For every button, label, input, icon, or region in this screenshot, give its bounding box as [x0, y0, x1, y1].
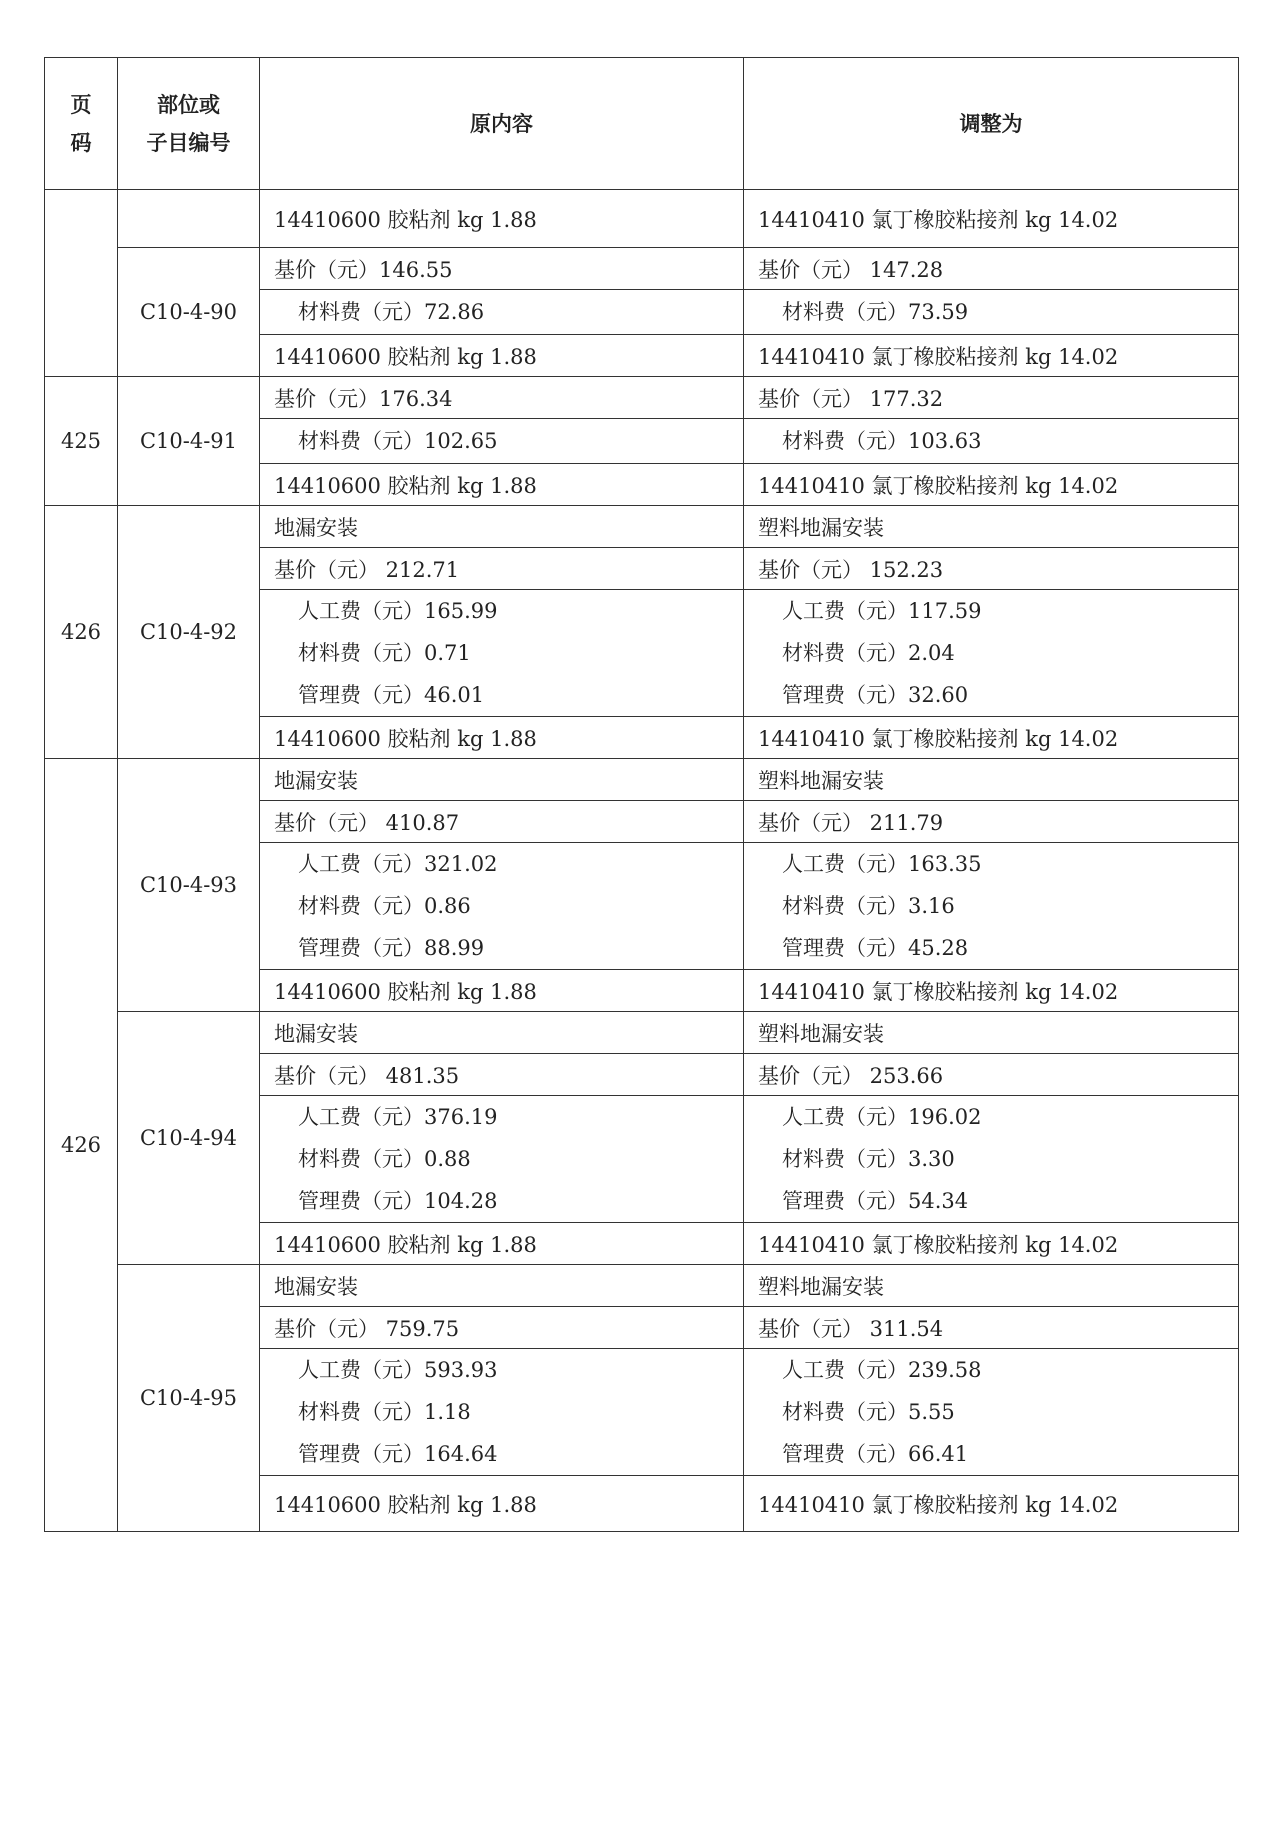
cost-line: 人工费（元）593.93 [298, 1358, 498, 1382]
adjusted-content-cell: 基价（元） 211.79 [744, 801, 1239, 843]
cost-line: 人工费（元）376.19 [298, 1105, 498, 1129]
cost-line: 人工费（元）165.99 [298, 599, 498, 623]
original-content-cell: 14410600 胶粘剂 kg 1.88 [260, 1476, 744, 1532]
cost-line: 人工费（元）239.58 [782, 1358, 982, 1382]
original-content-cell: 基价（元） 212.71 [260, 548, 744, 590]
original-content-cell: 14410600 胶粘剂 kg 1.88 [260, 335, 744, 377]
original-cost-breakdown-cell [260, 1349, 744, 1476]
header-part-line2: 子目编号 [146, 129, 231, 155]
item-code-cell: C10-4-92 [118, 506, 260, 759]
original-content-cell: 14410600 胶粘剂 kg 1.88 [260, 190, 744, 248]
adjusted-cost-breakdown-cell [744, 1349, 1239, 1476]
adjusted-content-cell: 塑料地漏安装 [744, 1012, 1239, 1054]
adjusted-cost-breakdown-cell [744, 1096, 1239, 1223]
cost-line: 管理费（元）32.60 [782, 683, 969, 707]
original-content-cell: 基价（元） 481.35 [260, 1054, 744, 1096]
adjusted-content-cell: 基价（元） 311.54 [744, 1307, 1239, 1349]
table-row [45, 506, 1239, 548]
cost-line: 材料费（元）102.65 [298, 429, 498, 453]
page-number-cell: 426 [45, 506, 118, 759]
adjusted-content-cell: 14410410 氯丁橡胶粘接剂 kg 14.02 [744, 190, 1239, 248]
original-content-cell: 地漏安装 [260, 506, 744, 548]
cost-line: 管理费（元）46.01 [298, 683, 485, 707]
original-content-cell: 基价（元） 410.87 [260, 801, 744, 843]
original-content-cell: 基价（元）176.34 [260, 377, 744, 419]
original-content-cell: 基价（元）146.55 [260, 248, 744, 290]
item-code-cell: C10-4-95 [118, 1265, 260, 1532]
header-page [45, 58, 118, 190]
cost-line: 人工费（元）196.02 [782, 1105, 982, 1129]
cost-line: 材料费（元）72.86 [298, 300, 485, 324]
cost-line: 人工费（元）321.02 [298, 852, 498, 876]
cost-line: 人工费（元）163.35 [782, 852, 982, 876]
adjusted-content-cell: 基价（元） 253.66 [744, 1054, 1239, 1096]
header-original: 原内容 [260, 58, 744, 190]
cost-line: 材料费（元）3.30 [782, 1147, 955, 1171]
header-page-line1: 页 [70, 91, 92, 117]
adjusted-content-cell: 14410410 氯丁橡胶粘接剂 kg 14.02 [744, 1476, 1239, 1532]
cost-line: 材料费（元）0.88 [298, 1147, 471, 1171]
adjusted-content-cell: 14410410 氯丁橡胶粘接剂 kg 14.02 [744, 717, 1239, 759]
adjusted-content-cell: 基价（元） 177.32 [744, 377, 1239, 419]
adjusted-content-cell: 14410410 氯丁橡胶粘接剂 kg 14.02 [744, 970, 1239, 1012]
original-content-cell: 基价（元） 759.75 [260, 1307, 744, 1349]
table-row [45, 377, 1239, 419]
item-code-cell: C10-4-93 [118, 759, 260, 1012]
original-content-cell: 地漏安装 [260, 1012, 744, 1054]
adjusted-content-cell: 塑料地漏安装 [744, 506, 1239, 548]
cost-line: 管理费（元）164.64 [298, 1442, 498, 1466]
adjusted-content-cell: 14410410 氯丁橡胶粘接剂 kg 14.02 [744, 1223, 1239, 1265]
header-part-code [118, 58, 260, 190]
adjustment-table [44, 57, 1239, 1532]
original-content-cell: 地漏安装 [260, 759, 744, 801]
original-cost-breakdown-cell [260, 419, 744, 464]
adjusted-content-cell: 14410410 氯丁橡胶粘接剂 kg 14.02 [744, 464, 1239, 506]
item-code-cell [118, 190, 260, 248]
cost-line: 管理费（元）54.34 [782, 1189, 969, 1213]
cost-line: 材料费（元）5.55 [782, 1400, 955, 1424]
table-row [45, 1265, 1239, 1307]
header-row [45, 58, 1239, 190]
page-number-cell: 425 [45, 377, 118, 506]
page-number-cell [45, 190, 118, 377]
original-content-cell: 地漏安装 [260, 1265, 744, 1307]
cost-line: 管理费（元）45.28 [782, 936, 969, 960]
cost-line: 管理费（元）88.99 [298, 936, 485, 960]
cost-line: 材料费（元）0.86 [298, 894, 471, 918]
table-body [45, 190, 1239, 1532]
header-adjusted: 调整为 [744, 58, 1239, 190]
cost-line: 管理费（元）104.28 [298, 1189, 498, 1213]
original-cost-breakdown-cell [260, 1096, 744, 1223]
adjusted-cost-breakdown-cell [744, 419, 1239, 464]
item-code-cell: C10-4-91 [118, 377, 260, 506]
original-cost-breakdown-cell [260, 843, 744, 970]
adjusted-content-cell: 塑料地漏安装 [744, 759, 1239, 801]
item-code-cell: C10-4-90 [118, 248, 260, 377]
table-row [45, 190, 1239, 248]
item-code-cell: C10-4-94 [118, 1012, 260, 1265]
adjusted-cost-breakdown-cell [744, 290, 1239, 335]
table-row [45, 248, 1239, 290]
cost-line: 材料费（元）3.16 [782, 894, 955, 918]
original-content-cell: 14410600 胶粘剂 kg 1.88 [260, 717, 744, 759]
adjusted-content-cell: 基价（元） 147.28 [744, 248, 1239, 290]
original-cost-breakdown-cell [260, 290, 744, 335]
adjusted-content-cell: 基价（元） 152.23 [744, 548, 1239, 590]
original-content-cell: 14410600 胶粘剂 kg 1.88 [260, 1223, 744, 1265]
header-part-line1: 部位或 [157, 91, 220, 117]
page-number-cell: 426 [45, 759, 118, 1532]
original-content-cell: 14410600 胶粘剂 kg 1.88 [260, 970, 744, 1012]
original-cost-breakdown-cell [260, 590, 744, 717]
cost-line: 人工费（元）117.59 [782, 599, 982, 623]
table-row [45, 759, 1239, 801]
adjusted-content-cell: 塑料地漏安装 [744, 1265, 1239, 1307]
header-page-line2: 码 [70, 129, 92, 155]
adjusted-cost-breakdown-cell [744, 843, 1239, 970]
original-content-cell: 14410600 胶粘剂 kg 1.88 [260, 464, 744, 506]
cost-line: 材料费（元）2.04 [782, 641, 955, 665]
adjusted-cost-breakdown-cell [744, 590, 1239, 717]
cost-line: 材料费（元）0.71 [298, 641, 471, 665]
table-row [45, 1012, 1239, 1054]
cost-line: 材料费（元）103.63 [782, 429, 982, 453]
cost-line: 材料费（元）1.18 [298, 1400, 471, 1424]
cost-line: 材料费（元）73.59 [782, 300, 969, 324]
adjusted-content-cell: 14410410 氯丁橡胶粘接剂 kg 14.02 [744, 335, 1239, 377]
cost-line: 管理费（元）66.41 [782, 1442, 969, 1466]
